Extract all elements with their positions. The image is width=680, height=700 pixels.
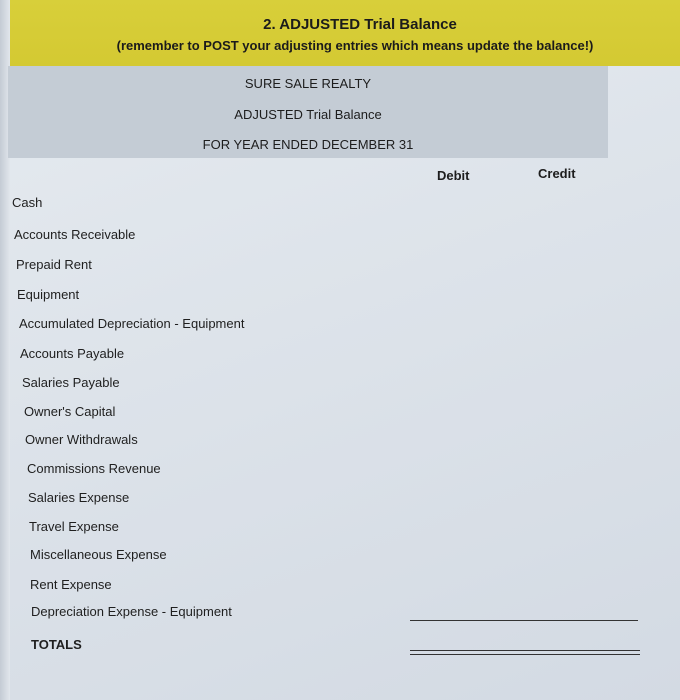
credit-column-header: Credit xyxy=(538,166,576,181)
account-accumulated-depreciation: Accumulated Depreciation - Equipment xyxy=(19,316,245,331)
account-commissions-revenue: Commissions Revenue xyxy=(27,461,161,476)
account-equipment: Equipment xyxy=(17,287,80,302)
company-name: SURE SALE REALTY xyxy=(244,76,372,91)
debit-column-header: Debit xyxy=(437,168,470,183)
page-title: 2. ADJUSTED Trial Balance xyxy=(263,16,457,33)
account-cash: Cash xyxy=(12,195,43,210)
title-highlight-band xyxy=(0,0,680,66)
account-prepaid-rent: Prepaid Rent xyxy=(16,257,92,272)
totals-label: TOTALS xyxy=(31,637,82,652)
account-owners-capital: Owner's Capital xyxy=(24,404,116,419)
subtotal-rule xyxy=(410,620,638,621)
report-name: ADJUSTED Trial Balance xyxy=(234,107,382,122)
account-accounts-payable: Accounts Payable xyxy=(20,346,125,361)
account-depreciation-expense: Depreciation Expense - Equipment xyxy=(31,604,232,619)
account-accounts-receivable: Accounts Receivable xyxy=(14,227,136,242)
account-salaries-payable: Salaries Payable xyxy=(22,375,120,390)
totals-double-rule-bottom xyxy=(410,654,640,655)
account-owner-withdrawals: Owner Withdrawals xyxy=(25,432,138,447)
account-salaries-expense: Salaries Expense xyxy=(28,490,130,505)
page-subtitle: (remember to POST your adjusting entries which means update the balance!) xyxy=(116,38,594,53)
report-period: FOR YEAR ENDED DECEMBER 31 xyxy=(202,137,414,152)
account-travel-expense: Travel Expense xyxy=(29,519,119,534)
account-rent-expense: Rent Expense xyxy=(30,577,112,592)
totals-double-rule-top xyxy=(410,650,640,651)
account-miscellaneous-expense: Miscellaneous Expense xyxy=(30,547,167,562)
